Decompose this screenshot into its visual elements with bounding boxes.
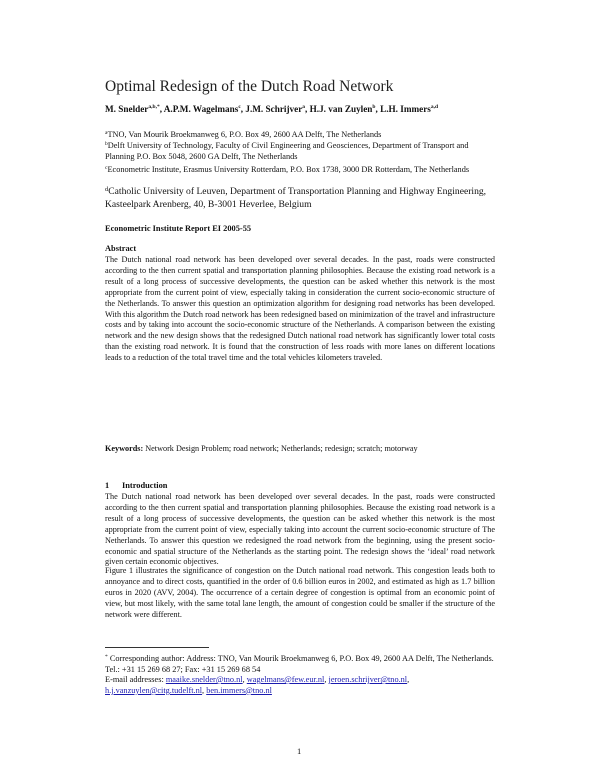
intro-paragraph-1: The Dutch national road network has been developed over several decades. In the past, roads were constructed according to the then current spatial and transportation planning philosophies. Because the existing road network is a result of a long process of successive developments, the question can be asked whether this network is the most appropriate from the current point of view, especially taking into account the current socio-economic structure of The Netherlands. To answer this question we redesigned the road network from the beginning, using the present socio-economic and spatial structure of the Netherlands as the starting point. The redesign shows the ‘ideal’ road network given certain economic objectives. xyxy=(105,492,495,567)
author-list xyxy=(105,104,438,114)
footnote-corresponding: * Corresponding author: Address: TNO, Van Mourik Broekmanweg 6, P.O. Box 49, 2600 AA Delft, The Netherlands. Tel.: +31 15 269 68 27; Fax: +31 15 269 68 54 xyxy=(105,654,494,674)
section-title: Introduction xyxy=(122,481,168,490)
author-2: A.P.M. Wagelmans$^c$, xyxy=(163,104,246,114)
page-number: 1 xyxy=(297,746,302,756)
email-link-wagelmans[interactable]: wagelmans@few.eur.nl xyxy=(246,675,325,684)
affiliation-d: $^d$Catholic University of Leuven, Department of Transportation Planning and Highway Engineering, Kasteelpark Arenberg, 40, B-3001 Heverlee, Belgium xyxy=(105,186,487,210)
email-link-vanzuylen[interactable]: h.j.vanzuylen@citg.tudelft.nl xyxy=(105,685,203,695)
author-5: L.H. Immers$^{a,d}$ xyxy=(380,104,439,114)
footnote-emails: E-mail addresses: maaike.snelder@tno.nl, wagelmans@few.eur.nl, jeroen.schrijver@tno.nl, h.j.vanzuylen@citg.tudelft.nl, ben.immers@tno.nl xyxy=(105,675,410,695)
email-link-snelder[interactable]: maaike.snelder@tno.nl xyxy=(165,675,243,684)
report-number: Econometric Institute Report EI 2005-55 xyxy=(105,224,252,233)
paper-title: Optimal Redesign of the Dutch Road Network xyxy=(105,78,394,95)
author-3: J.M. Schrijver$^a$, xyxy=(245,104,310,114)
affiliation-c: $^c$Econometric Institute, Erasmus University Rotterdam, P.O. Box 1738, 3000 DR Rotterdam, The Netherlands xyxy=(105,165,470,174)
email-link-schrijver[interactable]: jeroen.schrijver@tno.nl xyxy=(328,675,408,684)
author-1: M. Snelder$^{a,b,*}$, xyxy=(105,104,164,114)
affiliation-a: $^a$TNO, Van Mourik Broekmanweg 6, P.O. Box 49, 2600 AA Delft, The Netherlands xyxy=(105,130,382,139)
affiliation-b: $^b$Delft University of Technology, Faculty of Civil Engineering and Geosciences, Department of Transport and Planning P.O. Box 5048, 2600 GA Delft, The Netherlands xyxy=(105,141,469,162)
author-4: H.J. van Zuylen$^b$, xyxy=(309,104,381,114)
abstract-heading: Abstract xyxy=(105,244,137,253)
intro-paragraph-2: Figure 1 illustrates the significance of congestion on the Dutch national road network. This congestion leads both to annoyance and to direct costs, quantified in the order of 0.6 billion euros in 2002, and estimated as high as 1.7 billion euros in 2020 (AVV, 2004). The occurrence of a certain degree of congestion is optimal from an economic point of view, but most likely, with the same total lane length, the amount of congestion could be smaller if the structure of the network were different. xyxy=(105,566,495,619)
keywords: Keywords: Network Design Problem; road network; Netherlands; redesign; scratch; motorway xyxy=(105,444,418,453)
section-number: 1 xyxy=(105,481,110,490)
email-link-immers[interactable]: ben.immers@tno.nl xyxy=(206,685,272,695)
abstract-text: The Dutch national road network has been developed over several decades. In the past, roads were constructed according to the then current spatial and transportation planning philosophies. Because the existing road network is a result of a long process of successive developments, the question can be asked whether this network is the most appropriate from the current point of view, especially taking in consideration the current socio-economic structure of the Netherlands. To answer this question an optimization algorithm for designing road networks has been developed. With this algorithm the Dutch road network has been redesigned based on minimization of the travel and infrastructure costs and by taking into account the socio-economic structure of the Netherlands. A comparison between the existing network and the new design shows that the redesigned Dutch national road network has significantly lower total costs than the existing road network. It is found that the construction of less roads with more lanes on different locations leads to a reduction of the total travel time and the total vehicles kilometers traveled. xyxy=(105,255,495,363)
footnote-divider xyxy=(105,647,209,648)
